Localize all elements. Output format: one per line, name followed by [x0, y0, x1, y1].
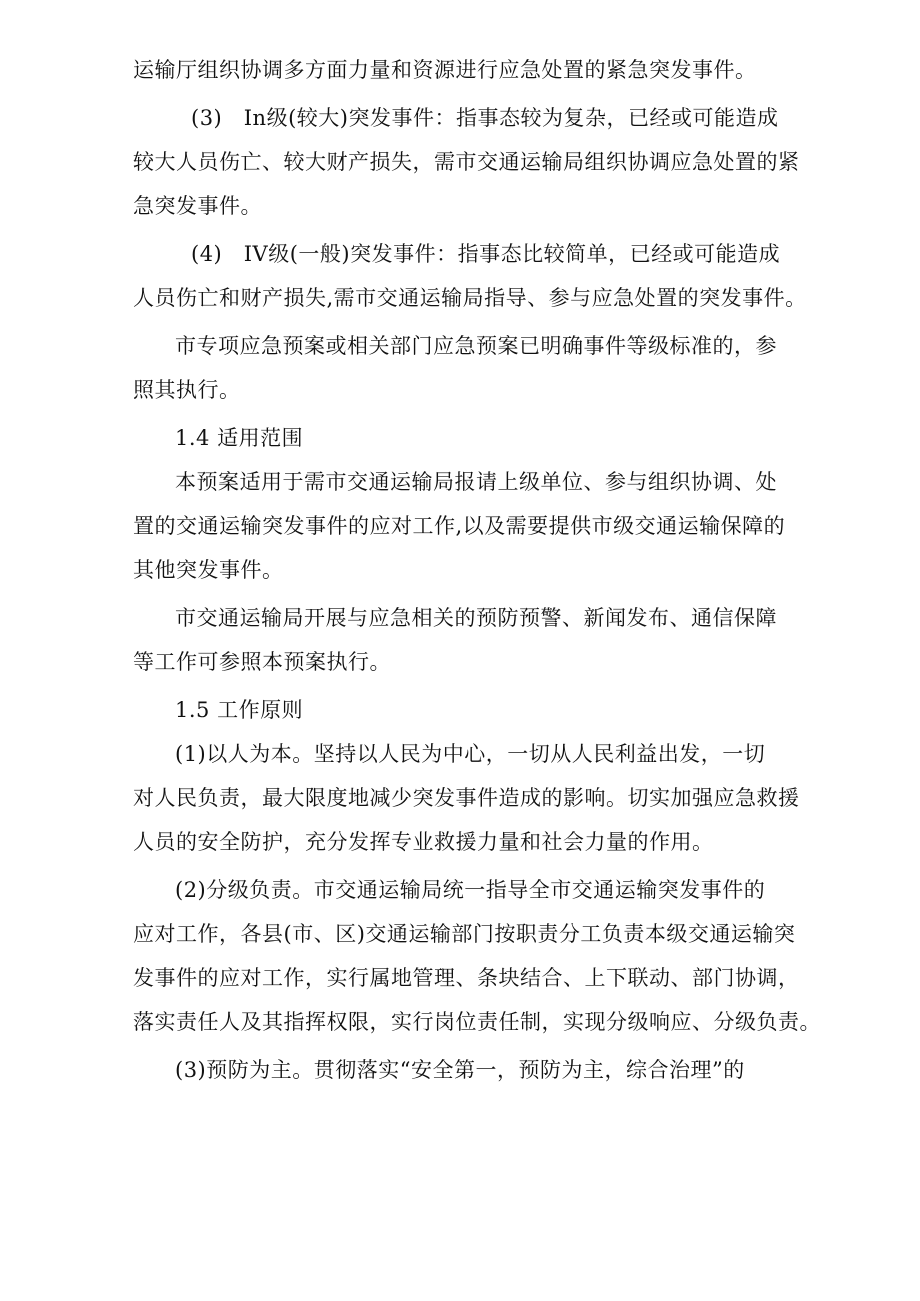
text-line: 其他突发事件。	[133, 558, 284, 582]
document-page	[133, 56, 821, 1084]
text-line: 本预案适用于需市交通运输局报请上级单位、参与组织协调、处	[175, 470, 777, 494]
text-line: 发事件的应对工作，实行属地管理、条块结合、上下联动、部门协调，	[133, 966, 800, 990]
text-line: 对人民负责，最大限度地减少突发事件造成的影响。切实加强应急救援	[133, 786, 800, 810]
text-line: 运输厅组织协调多方面力量和资源进行应急处置的紧急突发事件。	[133, 58, 757, 82]
text-line: 市交通运输局开展与应急相关的预防预警、新闻发布、通信保障	[175, 606, 777, 630]
text-line: 急突发事件。	[133, 194, 262, 218]
text-line: (1)以人为本。坚持以人民为中心，一切从人民利益出发，一切	[175, 742, 766, 766]
text-line: (2)分级负责。市交通运输局统一指导全市交通运输突发事件的	[175, 878, 766, 902]
section-heading: 1.4 适用范围	[175, 426, 304, 450]
section-heading: 1.5 工作原则	[175, 698, 304, 722]
text-line: 照其执行。	[133, 378, 241, 402]
text-line: (3) In级(较大)突发事件：指事态较为复杂，已经或可能造成	[191, 106, 779, 130]
text-line: 应对工作，各县(市、区)交通运输部门按职责分工负责本级交通运输突	[133, 922, 796, 946]
text-line: 置的交通运输突发事件的应对工作,以及需要提供市级交通运输保障的	[133, 514, 786, 538]
text-line: 落实责任人及其指挥权限，实行岗位责任制，实现分级响应、分级负责。	[133, 1010, 821, 1034]
text-line: 人员伤亡和财产损失,需市交通运输局指导、参与应急处置的突发事件。	[133, 286, 807, 310]
text-line: 较大人员伤亡、较大财产损失，需市交通运输局组织协调应急处置的紧	[133, 150, 800, 174]
text-line: (3)预防为主。贯彻落实“安全第一，预防为主，综合治理”的	[175, 1058, 745, 1082]
text-line: (4) IV级(一般)突发事件：指事态比较简单，已经或可能造成	[191, 242, 781, 266]
text-line: 等工作可参照本预案执行。	[133, 650, 391, 674]
text-line: 市专项应急预案或相关部门应急预案已明确事件等级标准的，参	[175, 334, 777, 358]
text-line: 人员的安全防护，充分发挥专业救援力量和社会力量的作用。	[133, 830, 714, 854]
